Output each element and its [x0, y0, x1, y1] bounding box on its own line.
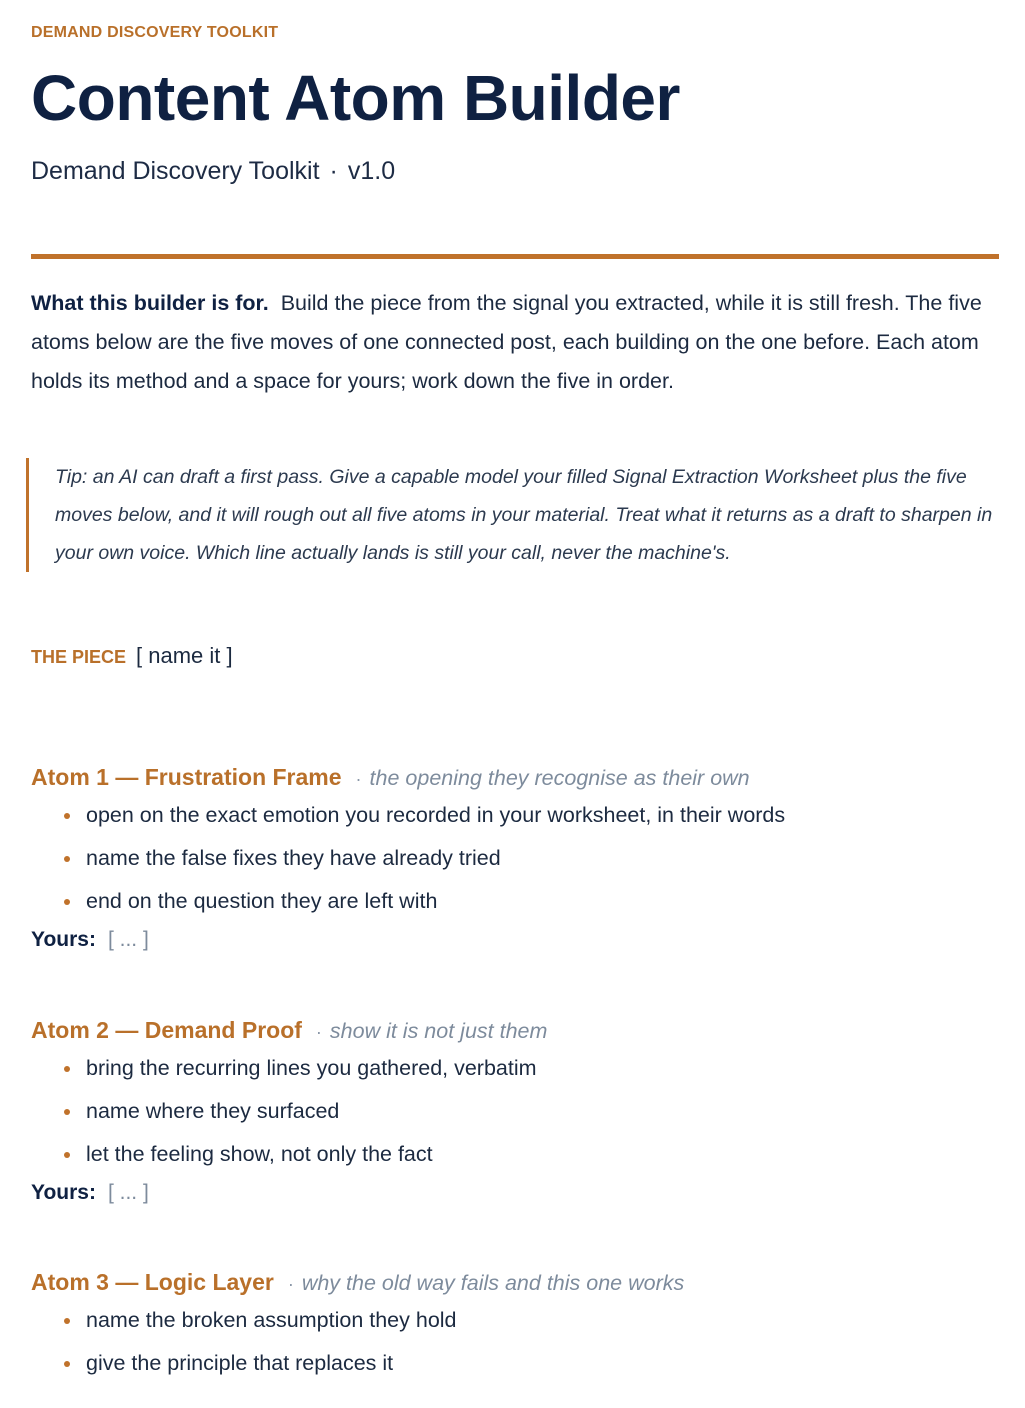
atom-heading	[31, 1015, 999, 1047]
list-item: let the feeling show, not only the fact	[31, 1133, 999, 1176]
atom-steps	[31, 1299, 999, 1385]
atom-title: Atom 2 — Demand Proof	[31, 1017, 302, 1043]
atom-separator: ·	[355, 769, 362, 789]
atom-title: Atom 1 — Frustration Frame	[31, 764, 342, 790]
atom-3	[31, 1267, 999, 1385]
yours-label: Yours:	[31, 928, 96, 951]
yours-field	[31, 1178, 999, 1208]
subtitle-name: Demand Discovery Toolkit	[31, 157, 320, 185]
yours-input[interactable]: [ ... ]	[107, 928, 149, 951]
tip-callout: Tip: an AI can draft a first pass. Give a capable model your filled Signal Extraction Worksheet plus the five moves below, and it will rough out all five atoms in your material. Treat what it returns as a draft to sharpen in your own voice. Which line actually lands is still your call, never the machine's.	[26, 458, 1000, 572]
eyebrow-label: DEMAND DISCOVERY TOOLKIT	[31, 24, 279, 41]
atom-separator: ·	[315, 1022, 322, 1042]
intro-paragraph	[31, 284, 999, 401]
page-title: Content Atom Builder	[31, 62, 680, 134]
atom-steps	[31, 794, 999, 923]
atom-2	[31, 1015, 999, 1208]
yours-field	[31, 925, 999, 955]
atom-description: why the old way fails and this one works	[301, 1271, 685, 1295]
list-item: name where they surfaced	[31, 1090, 999, 1133]
list-item: give the principle that replaces it	[31, 1342, 999, 1385]
atom-description: the opening they recognise as their own	[369, 766, 750, 790]
subtitle-separator: ·	[329, 157, 338, 185]
page-subtitle	[31, 157, 395, 186]
atom-description: show it is not just them	[329, 1019, 548, 1043]
piece-field	[31, 643, 233, 669]
list-item: end on the question they are left with	[31, 880, 999, 923]
atom-separator: ·	[287, 1274, 294, 1294]
atom-title: Atom 3 — Logic Layer	[31, 1269, 274, 1295]
atom-heading	[31, 762, 999, 794]
piece-value[interactable]: [ name it ]	[136, 643, 233, 668]
atom-1	[31, 762, 999, 955]
piece-label: THE PIECE	[31, 647, 127, 667]
atom-heading	[31, 1267, 999, 1299]
list-item: name the false fixes they have already tried	[31, 837, 999, 880]
list-item: bring the recurring lines you gathered, verbatim	[31, 1047, 999, 1090]
header-divider	[31, 254, 999, 259]
yours-label: Yours:	[31, 1181, 96, 1204]
subtitle-version: v1.0	[347, 157, 396, 185]
list-item: name the broken assumption they hold	[31, 1299, 999, 1342]
list-item: open on the exact emotion you recorded in your worksheet, in their words	[31, 794, 999, 837]
yours-input[interactable]: [ ... ]	[107, 1181, 149, 1204]
intro-body: Build the piece from the signal you extracted, while it is still fresh. The five atoms below are the five moves of one connected post, each building on the one before. Each atom holds its method and a space for yours; work down the five in order.	[31, 291, 982, 393]
intro-lead: What this builder is for.	[31, 291, 269, 315]
atom-steps	[31, 1047, 999, 1176]
